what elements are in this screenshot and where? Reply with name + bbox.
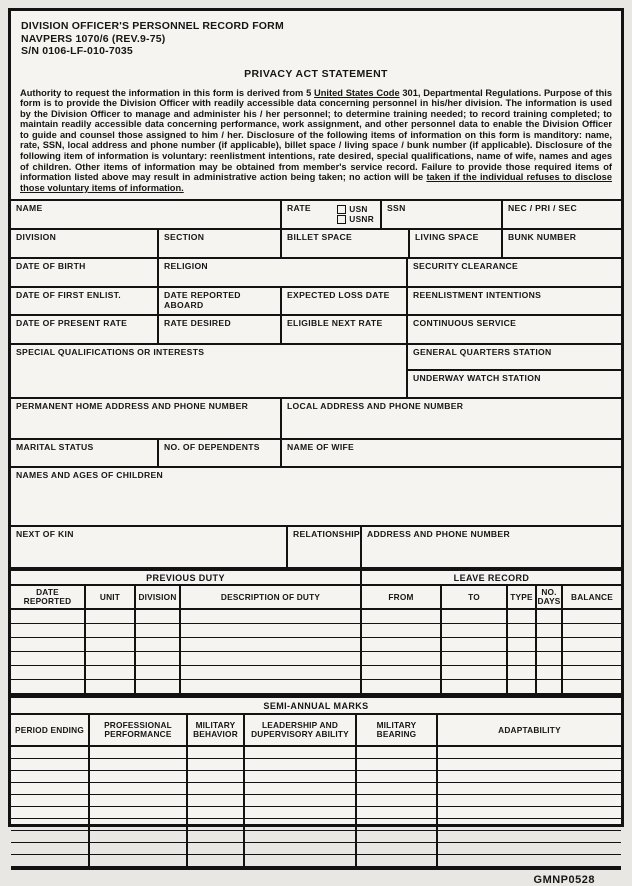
table-cell[interactable] <box>90 843 188 854</box>
table-cell[interactable] <box>442 610 508 623</box>
table-cell[interactable] <box>136 666 181 679</box>
table-cell[interactable] <box>11 807 90 818</box>
table-row <box>11 624 621 638</box>
table-cell[interactable] <box>537 680 563 693</box>
table-row <box>11 855 621 866</box>
table-row <box>11 759 621 771</box>
table-cell[interactable] <box>563 638 621 651</box>
nec-pri-sec-field[interactable]: NEC / PRI / SEC <box>508 203 577 214</box>
table-cell[interactable] <box>11 855 90 866</box>
table-cell[interactable] <box>188 831 245 842</box>
table-cell[interactable] <box>438 759 621 770</box>
table-cell[interactable] <box>86 610 136 623</box>
privacy-act-title: PRIVACY ACT STATEMENT <box>244 67 388 80</box>
personal-data-grid <box>11 199 621 567</box>
date-first-enlist-field[interactable]: DATE OF FIRST ENLIST. <box>11 288 159 314</box>
usc-reference: United States Code <box>314 87 400 98</box>
table-cell[interactable] <box>245 795 357 806</box>
table-cell[interactable] <box>442 680 508 693</box>
table-cell[interactable] <box>11 638 86 651</box>
table-cell[interactable] <box>438 747 621 758</box>
table-row <box>11 795 621 807</box>
table-cell[interactable] <box>136 652 181 665</box>
table-cell[interactable] <box>357 819 438 830</box>
table-row <box>11 652 621 666</box>
date-of-birth-field[interactable]: DATE OF BIRTH <box>11 259 159 286</box>
col-division: DIVISION <box>136 586 181 608</box>
table-cell[interactable] <box>357 783 438 794</box>
col-unit: UNIT <box>86 586 136 608</box>
table-cell[interactable] <box>357 795 438 806</box>
table-cell[interactable] <box>11 652 86 665</box>
table-cell[interactable] <box>11 831 90 842</box>
table-cell[interactable] <box>181 624 362 637</box>
table-cell[interactable] <box>86 680 136 693</box>
col-description-of-duty: DESCRIPTION OF DUTY <box>181 586 362 608</box>
table-cell[interactable] <box>438 831 621 842</box>
usnr-checkbox[interactable] <box>337 215 346 224</box>
table-cell[interactable] <box>442 638 508 651</box>
table-cell[interactable] <box>86 666 136 679</box>
table-cell[interactable] <box>442 652 508 665</box>
leave-record-title: LEAVE RECORD <box>453 573 530 584</box>
table-cell[interactable] <box>563 624 621 637</box>
table-row <box>11 819 621 831</box>
table-cell[interactable] <box>438 795 621 806</box>
table-cell[interactable] <box>357 759 438 770</box>
form-header <box>11 16 621 58</box>
table-cell[interactable] <box>537 652 563 665</box>
table-row <box>11 638 621 652</box>
col-leadership-supervisory: LEADERSHIP AND DUPERVISORY ABILITY <box>245 715 357 745</box>
table-cell[interactable] <box>357 855 438 866</box>
form-serial: S/N 0106-LF-010-7035 <box>21 45 133 57</box>
living-space-field[interactable]: LIVING SPACE <box>410 230 503 257</box>
table-cell[interactable] <box>86 652 136 665</box>
table-cell[interactable] <box>508 666 537 679</box>
table-cell[interactable] <box>508 652 537 665</box>
permanent-address-field[interactable]: PERMANENT HOME ADDRESS AND PHONE NUMBER <box>11 399 282 438</box>
table-cell[interactable] <box>11 666 86 679</box>
table-cell[interactable] <box>86 624 136 637</box>
marital-status-field[interactable]: MARITAL STATUS <box>11 440 159 466</box>
table-cell[interactable] <box>11 610 86 623</box>
table-cell[interactable] <box>442 666 508 679</box>
table-row <box>11 831 621 843</box>
table-cell[interactable] <box>188 759 245 770</box>
col-no-days: NO. DAYS <box>537 586 563 608</box>
table-cell[interactable] <box>90 807 188 818</box>
form-number: NAVPERS 1070/6 (REV.9-75) <box>21 32 166 45</box>
bunk-number-field[interactable]: BUNK NUMBER <box>508 232 577 243</box>
table-cell[interactable] <box>136 610 181 623</box>
usnr-label: USNR <box>349 214 374 225</box>
table-cell[interactable] <box>188 819 245 830</box>
dependents-field[interactable]: NO. OF DEPENDENTS <box>159 440 282 466</box>
name-field[interactable]: NAME <box>11 201 282 228</box>
underway-watch-station-field[interactable]: UNDERWAY WATCH STATION <box>413 373 541 384</box>
table-cell[interactable] <box>362 680 442 693</box>
col-adaptability: ADAPTABILITY <box>498 724 561 735</box>
table-cell[interactable] <box>11 819 90 830</box>
table-cell[interactable] <box>245 843 357 854</box>
table-cell[interactable] <box>90 747 188 758</box>
col-type: TYPE <box>508 586 537 608</box>
table-cell[interactable] <box>508 638 537 651</box>
table-cell[interactable] <box>90 795 188 806</box>
table-row <box>11 783 621 795</box>
table-cell[interactable] <box>245 759 357 770</box>
table-cell[interactable] <box>136 638 181 651</box>
table-cell[interactable] <box>11 680 86 693</box>
table-cell[interactable] <box>181 610 362 623</box>
table-cell[interactable] <box>245 771 357 782</box>
table-cell[interactable] <box>563 680 621 693</box>
table-row <box>11 807 621 819</box>
rate-desired-field[interactable]: RATE DESIRED <box>159 316 282 343</box>
table-cell[interactable] <box>438 771 621 782</box>
table-cell[interactable] <box>508 624 537 637</box>
privacy-act-statement <box>11 88 621 200</box>
usn-checkbox[interactable] <box>337 205 346 214</box>
table-row <box>11 843 621 855</box>
semi-annual-header <box>11 715 621 747</box>
table-cell[interactable] <box>11 843 90 854</box>
form-code: GMNP0528 <box>533 874 595 886</box>
table-cell[interactable] <box>90 831 188 842</box>
form-sheet <box>8 8 624 886</box>
table-cell[interactable] <box>11 771 90 782</box>
table-cell[interactable] <box>563 610 621 623</box>
general-quarters-station-field[interactable]: GENERAL QUARTERS STATION <box>408 345 621 371</box>
security-clearance-field[interactable]: SECURITY CLEARANCE <box>413 261 519 272</box>
table-cell[interactable] <box>245 855 357 866</box>
table-cell[interactable] <box>11 759 90 770</box>
semi-annual-rows <box>11 747 621 866</box>
local-address-field[interactable]: LOCAL ADDRESS AND PHONE NUMBER <box>287 401 464 412</box>
table-cell[interactable] <box>362 610 442 623</box>
table-cell[interactable] <box>438 855 621 866</box>
table-cell[interactable] <box>362 638 442 651</box>
table-cell[interactable] <box>86 638 136 651</box>
rate-field[interactable]: RATE USN USNR <box>282 201 382 228</box>
table-row <box>11 747 621 759</box>
table-cell[interactable] <box>357 807 438 818</box>
table-row <box>11 666 621 680</box>
table-cell[interactable] <box>188 843 245 854</box>
table-cell[interactable] <box>357 747 438 758</box>
table-cell[interactable] <box>11 624 86 637</box>
previous-duty-header <box>11 586 621 610</box>
date-present-rate-field[interactable]: DATE OF PRESENT RATE <box>11 316 159 343</box>
table-cell[interactable] <box>563 666 621 679</box>
col-military-behavior: MILITARY BEHAVIOR <box>188 715 245 745</box>
table-cell[interactable] <box>362 666 442 679</box>
table-cell[interactable] <box>181 666 362 679</box>
service-branch-checkboxes <box>337 204 374 224</box>
division-field[interactable]: DIVISION <box>11 230 159 257</box>
table-cell[interactable] <box>438 807 621 818</box>
table-cell[interactable] <box>245 807 357 818</box>
table-cell[interactable] <box>438 843 621 854</box>
expected-loss-date-field[interactable]: EXPECTED LOSS DATE <box>282 288 408 314</box>
col-period-ending: PERIOD ENDING <box>11 715 90 745</box>
section-field[interactable]: SECTION <box>159 230 282 257</box>
table-cell[interactable] <box>563 652 621 665</box>
table-cell[interactable] <box>537 638 563 651</box>
table-cell[interactable] <box>438 783 621 794</box>
religion-field[interactable]: RELIGION <box>159 259 408 286</box>
table-row <box>11 610 621 624</box>
privacy-text-underlined: taken if the individual refuses to disclose those voluntary items of information. <box>20 172 612 193</box>
table-cell[interactable] <box>188 795 245 806</box>
table-cell[interactable] <box>11 747 90 758</box>
table-cell[interactable] <box>90 771 188 782</box>
ssn-field[interactable]: SSN <box>382 201 503 228</box>
table-row <box>11 680 621 693</box>
table-cell[interactable] <box>181 638 362 651</box>
table-cell[interactable] <box>362 652 442 665</box>
col-professional-performance: PROFESSIONAL PERFORMANCE <box>90 715 188 745</box>
table-cell[interactable] <box>11 783 90 794</box>
next-of-kin-field[interactable]: NEXT OF KIN <box>11 527 288 567</box>
kin-address-field[interactable]: ADDRESS AND PHONE NUMBER <box>367 529 510 540</box>
privacy-text-main: 301, Departmental Regulations. Purpose of this form is to provide the Division Officer with readily accessible data concerning personnel in his/her division. The information is used by the Division Officer to manage and administer his / her personnel; to determine training needed; to record training completed; to maintain readily accessible data concerning performance, work assignment, and other personnel data to enable the Division Officer to guide and counsel those assigned to him / her. Disclosure of the following items of information on this form is manditory: name, rate, SSN, local address and phone number (if applicable), billet space / living space / bunk number (if applicable). Disclosure of the following item of information is voluntary: reenlistment intentions, rate desired, special qualifications, name of wife, names and ages of children. Other items of information may be obtained from member's service record. Failure to provide those required items of information listed above may result in administrative action being taken; no action will be <box>20 87 612 183</box>
table-cell[interactable] <box>136 680 181 693</box>
table-cell[interactable] <box>245 747 357 758</box>
col-date-reported: DATE REPORTED <box>11 586 86 608</box>
table-cell[interactable] <box>90 855 188 866</box>
table-cell[interactable] <box>245 783 357 794</box>
continuous-service-field[interactable]: CONTINUOUS SERVICE <box>413 318 517 329</box>
table-cell[interactable] <box>537 624 563 637</box>
table-cell[interactable] <box>90 819 188 830</box>
col-military-bearing: MILITARY BEARING <box>357 715 438 745</box>
table-cell[interactable] <box>508 610 537 623</box>
reenlistment-intentions-field[interactable]: REENLISTMENT INTENTIONS <box>413 290 542 301</box>
name-of-wife-field[interactable]: NAME OF WIFE <box>287 442 355 453</box>
billet-space-field[interactable]: BILLET SPACE <box>282 230 410 257</box>
table-cell[interactable] <box>90 759 188 770</box>
table-cell[interactable] <box>188 855 245 866</box>
table-cell[interactable] <box>90 783 188 794</box>
table-cell[interactable] <box>508 680 537 693</box>
table-cell[interactable] <box>357 843 438 854</box>
special-qualifications-field[interactable]: SPECIAL QUALIFICATIONS OR INTERESTS <box>11 345 408 397</box>
col-balance: BALANCE <box>571 591 613 602</box>
eligible-next-rate-field[interactable]: ELIGIBLE NEXT RATE <box>282 316 408 343</box>
table-cell[interactable] <box>362 624 442 637</box>
duty-leave-band <box>11 571 621 586</box>
relationship-field[interactable]: RELATIONSHIP <box>288 527 362 567</box>
table-cell[interactable] <box>181 680 362 693</box>
col-from: FROM <box>362 586 442 608</box>
table-cell[interactable] <box>188 747 245 758</box>
table-cell[interactable] <box>188 771 245 782</box>
children-field[interactable]: NAMES AND AGES OF CHILDREN <box>16 470 164 481</box>
form-title: DIVISION OFFICER'S PERSONNEL RECORD FORM <box>21 20 284 32</box>
table-cell[interactable] <box>181 652 362 665</box>
table-row <box>11 771 621 783</box>
col-to: TO <box>442 586 508 608</box>
date-reported-aboard-field[interactable]: DATE REPORTED ABOARD <box>159 288 282 314</box>
table-cell[interactable] <box>188 807 245 818</box>
table-cell[interactable] <box>245 819 357 830</box>
semi-annual-marks-title: SEMI-ANNUAL MARKS <box>11 698 621 715</box>
usn-label: USN <box>349 204 368 215</box>
table-cell[interactable] <box>245 831 357 842</box>
table-cell[interactable] <box>442 624 508 637</box>
table-cell[interactable] <box>537 666 563 679</box>
table-cell[interactable] <box>537 610 563 623</box>
table-cell[interactable] <box>357 771 438 782</box>
table-cell[interactable] <box>357 831 438 842</box>
table-cell[interactable] <box>438 819 621 830</box>
previous-duty-rows <box>11 610 621 693</box>
table-cell[interactable] <box>188 783 245 794</box>
table-cell[interactable] <box>136 624 181 637</box>
previous-duty-title: PREVIOUS DUTY <box>11 571 362 584</box>
privacy-text-start: Authority to request the information in this form is derived from 5 <box>20 87 315 98</box>
table-cell[interactable] <box>11 795 90 806</box>
